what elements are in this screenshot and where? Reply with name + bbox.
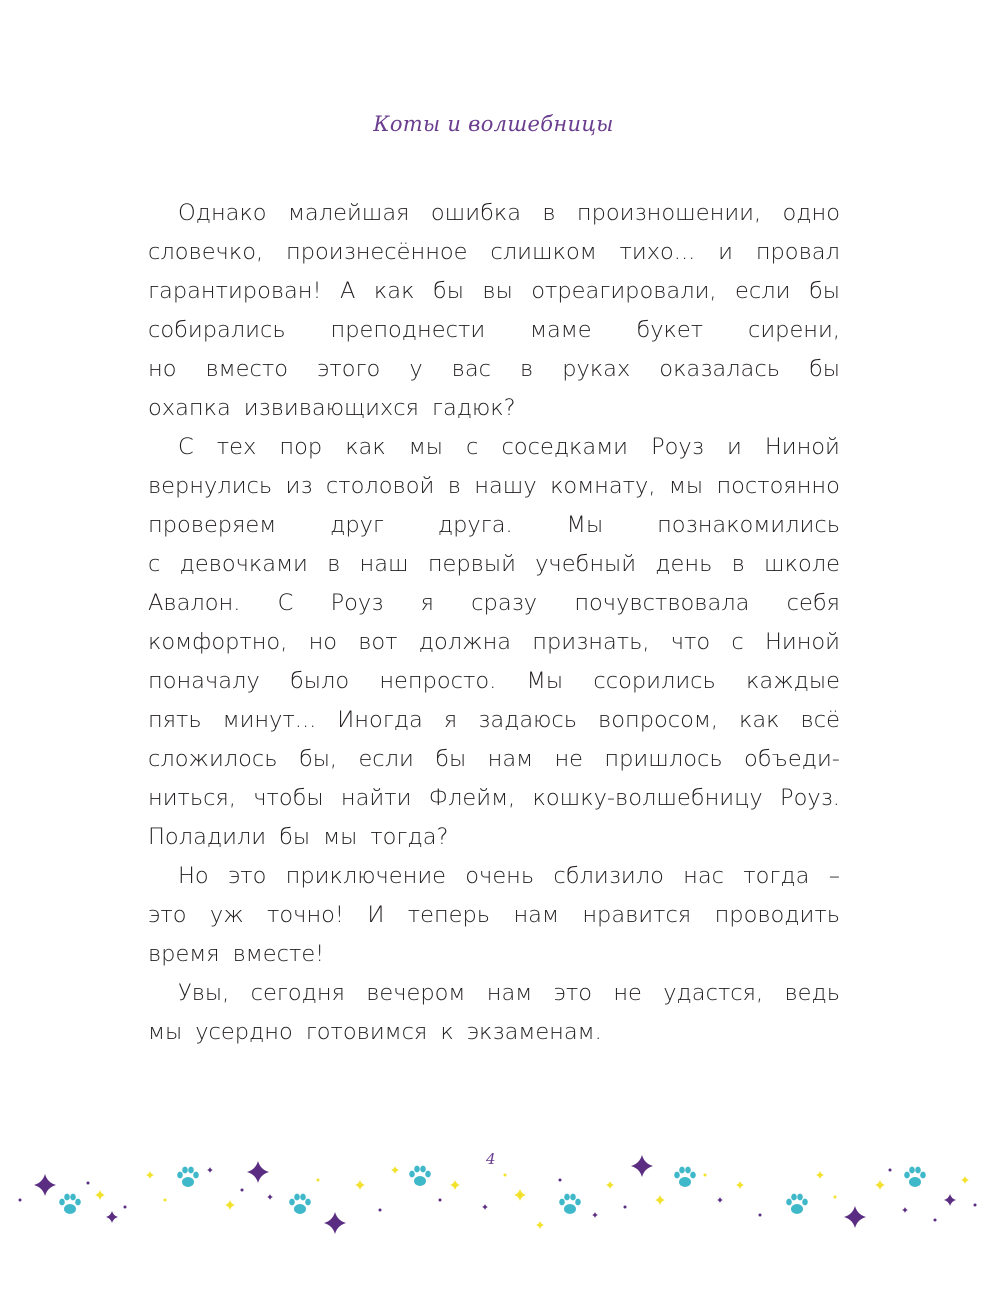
paw-print-icon [559, 1194, 581, 1214]
sparkle-star-icon [225, 1200, 235, 1210]
sparkle-dot [934, 1219, 937, 1222]
paw-print-icon [177, 1167, 199, 1187]
text-line: собирались преподнести маме букет сирени, [148, 317, 840, 343]
text-line: ниться, чтобы найти Флейм, кошку-волшебницу Роуз. [148, 785, 840, 811]
sparkle-dot [889, 1169, 892, 1172]
sparkle-dot [19, 1199, 22, 1202]
text-line: комфортно, но вот должна признать, что с Ниной [148, 629, 840, 655]
sparkle-dot [974, 1204, 977, 1207]
text-line: с девочками в наш первый учебный день в школе [148, 551, 840, 577]
sparkle-dot [834, 1196, 837, 1199]
text-line: Авалон. С Роуз я сразу почувствовала себя [148, 590, 840, 616]
text-line: мы усердно готовимся к экзаменам. [148, 1019, 602, 1045]
sparkle-star-icon [961, 1176, 969, 1184]
page-title: Коты и волшебницы [373, 112, 614, 136]
sparkle-star-icon [816, 1171, 824, 1179]
sparkle-dot [124, 1206, 127, 1209]
sparkle-star-icon [514, 1189, 526, 1201]
text-line: Увы, сегодня вечером нам это не удастся, ведь [178, 980, 840, 1006]
text-line: но вместо этого у вас в руках оказалась бы [148, 356, 840, 382]
sparkle-dot [164, 1199, 167, 1202]
sparkle-star-icon [875, 1180, 885, 1190]
text-line: словечко, произнесённое слишком тихо... и провал [148, 239, 840, 265]
paw-print-icon [289, 1194, 311, 1214]
sparkle-star-icon [146, 1171, 154, 1179]
text-line: поначалу было непросто. Мы ссорились каждые [148, 668, 840, 694]
text-line: сложилось бы, если бы нам не пришлось объеди- [148, 746, 840, 772]
sparkle-dot [559, 1179, 562, 1182]
text-line: это уж точно! И теперь нам нравится проводить [148, 902, 840, 928]
paragraph [148, 974, 840, 1052]
sparkle-dot [439, 1199, 442, 1202]
sparkle-dot [379, 1209, 382, 1212]
sparkle-star-icon [391, 1166, 399, 1174]
text-line: проверяем друг друга. Мы познакомились [148, 512, 840, 538]
text-line: вернулись из столовой в нашу комнату, мы постоянно [148, 473, 840, 499]
paragraph [148, 428, 840, 857]
sparkle-star-icon [355, 1180, 365, 1190]
sparkle-star-icon [844, 1206, 866, 1228]
text-line: гарантирован! А как бы вы отреагировали, если бы [148, 278, 840, 304]
sparkle-dot [317, 1179, 320, 1182]
sparkle-star-icon [207, 1167, 213, 1173]
text-line: Но это приключение очень сблизило нас тогда – [178, 863, 840, 889]
sparkle-dot [704, 1174, 707, 1177]
text-line: пять минут... Иногда я задаюсь вопросом, как всё [148, 707, 840, 733]
sparkle-star-icon [95, 1190, 105, 1200]
sparkle-star-icon [736, 1181, 744, 1189]
paw-print-icon [904, 1167, 926, 1187]
paw-print-icon [674, 1167, 696, 1187]
sparkle-star-icon [106, 1211, 118, 1223]
sparkle-dot [759, 1214, 762, 1217]
sparkle-star-icon [655, 1195, 665, 1205]
sparkle-star-icon [34, 1174, 56, 1196]
sparkle-dot [87, 1182, 90, 1185]
page-number: 4 [486, 1150, 496, 1168]
sparkle-star-icon [324, 1212, 346, 1234]
paw-print-icon [786, 1194, 808, 1214]
sparkle-star-icon [631, 1155, 653, 1177]
sparkle-star-icon [482, 1204, 488, 1210]
sparkle-star-icon [717, 1197, 723, 1203]
text-line: Поладили бы мы тогда? [148, 824, 449, 850]
sparkle-dot [241, 1189, 244, 1192]
sparkle-star-icon [606, 1181, 614, 1189]
sparkle-dot [624, 1206, 627, 1209]
body-text [148, 194, 840, 1052]
sparkle-star-icon [536, 1221, 544, 1229]
text-line: охапка извивающихся гадюк? [148, 395, 516, 421]
paragraph [148, 857, 840, 974]
paw-print-icon [409, 1166, 431, 1186]
sparkle-star-icon [267, 1194, 273, 1200]
paragraph [148, 194, 840, 428]
sparkle-star-icon [944, 1194, 956, 1206]
paw-print-icon [59, 1194, 81, 1214]
text-line: С тех пор как мы с соседками Роуз и Ниной [178, 434, 840, 460]
text-line: Однако малейшая ошибка в произношении, одно [178, 200, 840, 226]
sparkle-star-icon [592, 1212, 598, 1218]
sparkle-dot [504, 1174, 507, 1177]
sparkle-star-icon [450, 1180, 460, 1190]
sparkle-star-icon [247, 1161, 269, 1183]
sparkle-star-icon [902, 1207, 908, 1213]
text-line: время вместе! [148, 941, 325, 967]
